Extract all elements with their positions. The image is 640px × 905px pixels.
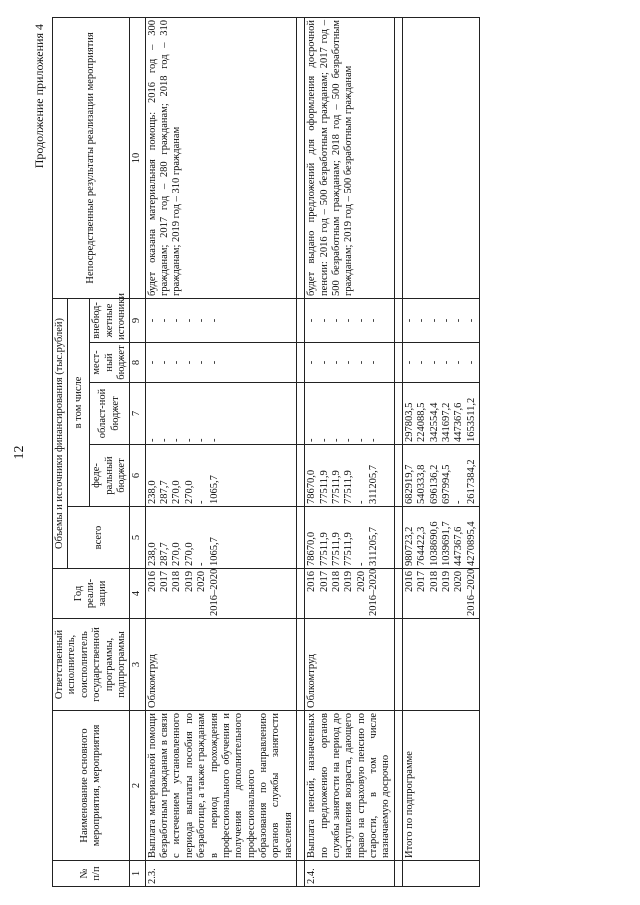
- row-years-value: 2018: [171, 571, 183, 592]
- row-extra-value: -: [403, 318, 415, 323]
- row-local-value: -: [146, 360, 158, 365]
- row-years-value: 2020: [196, 571, 208, 592]
- row-total-value: 980723,2: [403, 526, 415, 566]
- spacer-cell: [394, 711, 402, 861]
- header-total: всего: [68, 507, 130, 569]
- row-regional-value: -: [330, 438, 342, 442]
- spacer-cell: [297, 507, 305, 569]
- row-activity-name: Итого по подпрограмме: [402, 711, 479, 861]
- row-number: [402, 861, 479, 887]
- row-local-value: -: [183, 360, 195, 365]
- row-executor: Облкомтруд: [145, 619, 297, 711]
- row-total-value: 270,0: [171, 542, 183, 566]
- spacer-cell: [394, 507, 402, 569]
- row-federal: [402, 445, 479, 507]
- row-regional-value: -: [196, 438, 208, 442]
- row-years-value: 2016: [146, 571, 158, 592]
- row-regional-value: -: [318, 438, 330, 442]
- row-extra-value: -: [416, 318, 428, 323]
- row-activity-name: Выплата пенсий, назначенных по предложению органов службы занятости на период до наступления возраста, дающего право на страховую пенсию по старости, в том числе назначаемую досрочно: [305, 711, 395, 861]
- row-regional-value: 1653511,2: [465, 397, 477, 442]
- column-number: 6: [130, 445, 145, 507]
- row-federal-value: 270,0: [183, 480, 195, 504]
- spacer-cell: [394, 383, 402, 445]
- row-years: [145, 569, 297, 619]
- row-extra-value: -: [318, 318, 330, 323]
- row-years-value: 2020: [355, 571, 367, 592]
- row-years-value: 2016–2020: [465, 568, 477, 616]
- row-local-value: -: [306, 360, 318, 365]
- spacer-cell: [297, 17, 305, 298]
- row-result: будет выдано предложений для оформления досрочной пенсии: 2016 год – 500 безработным гражданам; 2017 год – 500 безработным гражданам; 2018 год – 500 безработным гражданам; 2019 год – 500 безработным гражданам: [305, 17, 395, 298]
- row-federal-value: -: [453, 500, 465, 504]
- row-extra: [402, 298, 479, 342]
- header-federal: феде-ральный бюджет: [90, 445, 130, 507]
- row-extra-value: -: [428, 318, 440, 323]
- row-federal-value: 697994,5: [440, 464, 452, 504]
- row-regional: [305, 383, 395, 445]
- row-total-value: 238,0: [146, 542, 158, 566]
- row-total-value: 1039691,7: [440, 521, 452, 566]
- row-federal-value: 77511,9: [318, 470, 330, 504]
- row-federal-value: 696136,2: [428, 464, 440, 504]
- row-total-value: -: [355, 562, 367, 566]
- row-years-value: 2019: [440, 571, 452, 592]
- row-total-value: 287,7: [159, 542, 171, 566]
- header-year: Год реали-зации: [53, 569, 130, 619]
- row-total-value: 1038690,6: [428, 521, 440, 566]
- row-activity-name: Выплата материальной помощи безработным гражданам в связи с истечением установленного периода выплаты пособия по безработице, а также гражданам в период прохождения профессионального обучения и получения дополнительного профессионального образования по направлению органов службы занятости населения: [145, 711, 297, 861]
- row-extra-value: -: [368, 318, 380, 323]
- row-regional-value: 224088,5: [416, 402, 428, 442]
- row-result: будет оказана материальная помощь: 2016 год – 300 гражданам; 2017 год – 280 гражданам; 2018 год – 310 гражданам; 2019 год – 310 гражданам: [145, 17, 297, 298]
- column-number: 4: [130, 569, 145, 619]
- row-federal-value: 1065,7: [208, 475, 220, 504]
- row-federal: [305, 445, 395, 507]
- row-regional-value: 297803,5: [403, 402, 415, 442]
- row-local: [145, 343, 297, 383]
- row-local-value: -: [416, 360, 428, 365]
- column-number: 5: [130, 507, 145, 569]
- row-local-value: -: [428, 360, 440, 365]
- row-federal-value: 540333,8: [416, 464, 428, 504]
- row-local-value: -: [171, 360, 183, 365]
- row-local: [402, 343, 479, 383]
- column-numbers-row: [130, 17, 145, 886]
- table-row: [305, 17, 395, 886]
- spacer-cell: [394, 861, 402, 887]
- row-total-value: -: [196, 562, 208, 566]
- row-regional-value: -: [368, 438, 380, 442]
- row-regional-value: 447367,6: [453, 402, 465, 442]
- row-years-value: 2020: [453, 571, 465, 592]
- row-regional-value: -: [306, 438, 318, 442]
- row-federal-value: 2617384,2: [465, 459, 477, 504]
- row-extra-value: -: [355, 318, 367, 323]
- column-number: 3: [130, 619, 145, 711]
- row-regional-value: -: [159, 438, 171, 442]
- column-number: 7: [130, 383, 145, 445]
- spacer-cell: [394, 298, 402, 342]
- row-federal-value: -: [196, 500, 208, 504]
- row-extra-value: -: [208, 318, 220, 323]
- row-years-value: 2016–2020: [208, 568, 220, 616]
- header-regional: област-ной бюджет: [90, 383, 130, 445]
- table-row: [402, 17, 479, 886]
- row-number: 2.3.: [145, 861, 297, 887]
- row-federal-value: 78670,0: [306, 469, 318, 504]
- header-financing: Объемы и источники финансирования (тыс.рублей): [53, 298, 68, 568]
- row-regional-value: -: [146, 438, 158, 442]
- row-number: 2.4.: [305, 861, 395, 887]
- row-local-value: -: [465, 360, 477, 365]
- spacer-cell: [297, 711, 305, 861]
- row-extra: [305, 298, 395, 342]
- row-extra-value: -: [183, 318, 195, 323]
- row-executor: Облкомтруд: [305, 619, 395, 711]
- row-total-value: 77511,9: [330, 532, 342, 566]
- row-local-value: -: [343, 360, 355, 365]
- row-extra-value: -: [306, 318, 318, 323]
- row-total-value: 77511,9: [343, 532, 355, 566]
- spacer-cell: [394, 343, 402, 383]
- spacer-cell: [297, 861, 305, 887]
- row-local-value: -: [318, 360, 330, 365]
- row-local-value: -: [330, 360, 342, 365]
- column-number: 10: [130, 17, 145, 298]
- row-total-value: 447367,6: [453, 526, 465, 566]
- row-federal-value: 287,7: [159, 480, 171, 504]
- header-name: Наименование основного мероприятия, мероприятия: [53, 711, 130, 861]
- row-local: [305, 343, 395, 383]
- row-total-value: 4270895,4: [465, 521, 477, 566]
- row-total-value: 77511,9: [318, 532, 330, 566]
- row-regional-value: -: [343, 438, 355, 442]
- row-regional: [402, 383, 479, 445]
- row-executor: [402, 619, 479, 711]
- spacer-cell: [394, 569, 402, 619]
- row-local-value: -: [355, 360, 367, 365]
- continuation-note: Продолжение приложения 4: [32, 24, 46, 169]
- row-extra: [145, 298, 297, 342]
- row-extra-value: -: [440, 318, 452, 323]
- row-years: [402, 569, 479, 619]
- row-regional-value: 342554,4: [428, 402, 440, 442]
- row-total-value: 311205,7: [368, 527, 380, 566]
- column-number: 9: [130, 298, 145, 342]
- row-total: [305, 507, 395, 569]
- column-number: 1: [130, 861, 145, 887]
- row-extra-value: -: [171, 318, 183, 323]
- row-extra-value: -: [146, 318, 158, 323]
- row-local-value: -: [368, 360, 380, 365]
- row-regional: [145, 383, 297, 445]
- row-federal-value: 77511,9: [330, 470, 342, 504]
- row-extra-value: -: [330, 318, 342, 323]
- row-spacer: [394, 17, 402, 886]
- row-local-value: -: [440, 360, 452, 365]
- row-local-value: -: [403, 360, 415, 365]
- row-extra-value: -: [159, 318, 171, 323]
- row-years-value: 2016–2020: [368, 568, 380, 616]
- row-regional-value: -: [355, 438, 367, 442]
- header-results: Непосредственные результаты реализации мероприятия: [53, 17, 130, 298]
- row-years-value: 2018: [428, 571, 440, 592]
- row-local-value: -: [208, 360, 220, 365]
- row-extra-value: -: [196, 318, 208, 323]
- spacer-cell: [297, 569, 305, 619]
- spacer-cell: [297, 298, 305, 342]
- row-years-value: 2017: [318, 571, 330, 592]
- row-years-value: 2018: [330, 571, 342, 592]
- header-extrabudget: внебюд-жетные источники: [90, 298, 130, 342]
- spacer-cell: [297, 445, 305, 507]
- row-total-value: 764422,3: [416, 526, 428, 566]
- spacer-cell: [297, 383, 305, 445]
- page-number: 12: [12, 445, 27, 460]
- row-federal-value: 77511,9: [343, 470, 355, 504]
- row-regional-value: -: [171, 438, 183, 442]
- header-num: № п/п: [53, 861, 130, 887]
- row-regional-value: -: [183, 438, 195, 442]
- column-number: 8: [130, 343, 145, 383]
- row-regional-value: -: [208, 438, 220, 442]
- header-in-that-number: в том числе: [68, 298, 90, 506]
- table-row: [145, 17, 297, 886]
- row-years-value: 2017: [159, 571, 171, 592]
- row-spacer: [297, 17, 305, 886]
- row-total: [145, 507, 297, 569]
- row-local-value: -: [453, 360, 465, 365]
- row-total-value: 78670,0: [306, 531, 318, 566]
- row-federal: [145, 445, 297, 507]
- row-local-value: -: [159, 360, 171, 365]
- row-local-value: -: [196, 360, 208, 365]
- column-number: 2: [130, 711, 145, 861]
- row-federal-value: 238,0: [146, 480, 158, 504]
- row-federal-value: 270,0: [171, 480, 183, 504]
- row-years: [305, 569, 395, 619]
- spacer-cell: [297, 619, 305, 711]
- row-total-value: 270,0: [183, 542, 195, 566]
- row-years-value: 2019: [343, 571, 355, 592]
- row-total: [402, 507, 479, 569]
- header-executor: Ответственный исполнитель, соисполнитель государственной программы, подпрограммы: [53, 619, 130, 711]
- row-extra-value: -: [343, 318, 355, 323]
- row-extra-value: -: [453, 318, 465, 323]
- row-regional-value: 341697,2: [440, 402, 452, 442]
- row-total-value: 1065,7: [208, 537, 220, 566]
- spacer-cell: [394, 619, 402, 711]
- row-years-value: 2017: [416, 571, 428, 592]
- row-years-value: 2016: [306, 571, 318, 592]
- spacer-cell: [394, 17, 402, 298]
- row-extra-value: -: [465, 318, 477, 323]
- row-federal-value: 682919,7: [403, 464, 415, 504]
- row-years-value: 2016: [403, 571, 415, 592]
- row-years-value: 2019: [183, 571, 195, 592]
- spacer-cell: [297, 343, 305, 383]
- spacer-cell: [394, 445, 402, 507]
- financing-table: [52, 17, 480, 887]
- row-federal-value: 311205,7: [368, 465, 380, 504]
- row-result: [402, 17, 479, 298]
- header-local: мест-ный бюджет: [90, 343, 130, 383]
- row-federal-value: -: [355, 500, 367, 504]
